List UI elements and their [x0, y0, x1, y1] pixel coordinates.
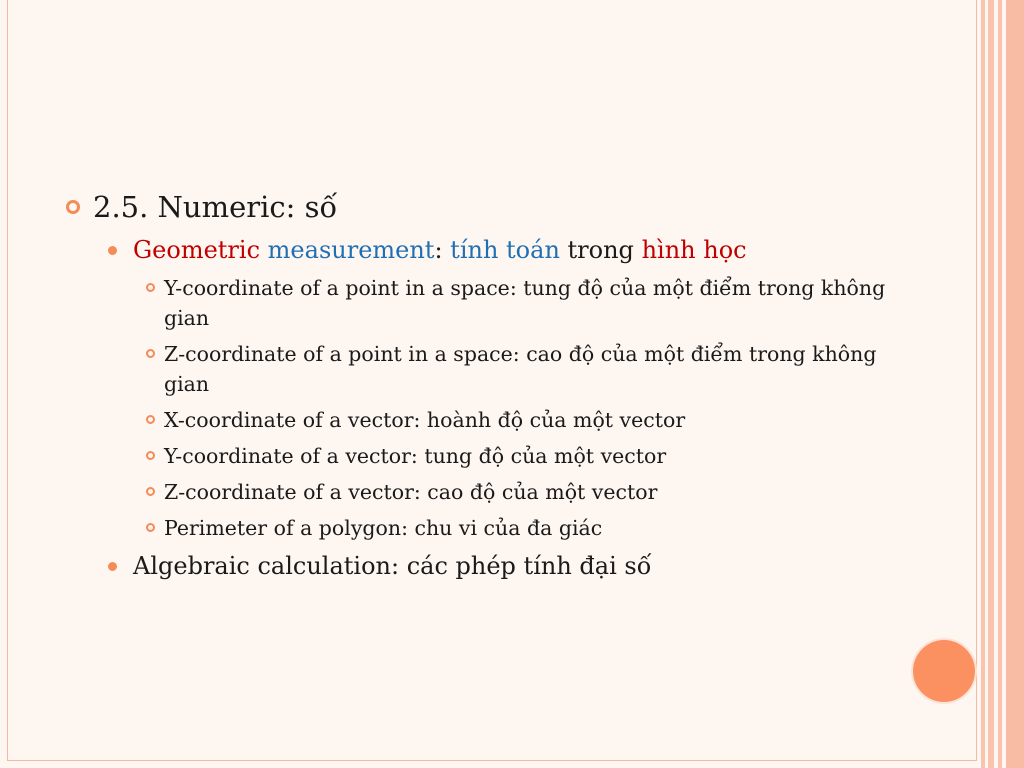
list-item [60, 441, 900, 471]
item-text: Z-coordinate of a point in a space: cao độ của một điểm trong không gian [164, 342, 877, 396]
list-item [60, 477, 900, 507]
list-item [60, 273, 900, 333]
decorative-orb [913, 640, 975, 702]
text-part [260, 236, 268, 264]
item-text: X-coordinate of a vector: hoành độ của một vector [164, 408, 686, 432]
heading-text: 2.5. Numeric: số [93, 190, 338, 224]
stripe [1006, 0, 1024, 768]
measurement-label: measurement [267, 236, 435, 264]
bullet-list [60, 186, 900, 582]
ring-bullet-icon [146, 415, 155, 424]
list-item [60, 405, 900, 435]
list-item [60, 513, 900, 543]
dot-bullet-icon [108, 246, 117, 255]
heading-bullet [60, 186, 900, 228]
list-item [60, 339, 900, 399]
ring-bullet-icon [146, 451, 155, 460]
stripe [988, 0, 994, 768]
stripe [981, 0, 985, 768]
sub-bullet-geometric [60, 234, 900, 266]
dot-bullet-icon [108, 562, 117, 571]
ring-bullet-icon [146, 283, 155, 292]
tinh-toan-label: tính toán [450, 236, 560, 264]
decorative-stripes [978, 0, 1024, 768]
item-text: Z-coordinate of a vector: cao độ của một vector [164, 480, 658, 504]
geometric-label: Geometric [133, 236, 261, 264]
algebraic-text: Algebraic calculation: các phép tính đại số [133, 552, 652, 580]
ring-bullet-icon [146, 523, 155, 532]
slide-content [60, 186, 900, 582]
text-part: trong [559, 236, 642, 264]
ring-bullet-icon [146, 487, 155, 496]
ring-bullet-icon [146, 349, 155, 358]
sub-bullet-algebraic [60, 550, 900, 582]
ring-bullet-icon [66, 200, 80, 214]
item-text: Y-coordinate of a vector: tung độ của một vector [164, 444, 667, 468]
text-part: : [434, 236, 451, 264]
stripe [998, 0, 1002, 768]
item-text: Y-coordinate of a point in a space: tung độ của một điểm trong không gian [164, 276, 886, 330]
item-text: Perimeter of a polygon: chu vi của đa giác [164, 516, 603, 540]
hinh-hoc-label: hình học [641, 236, 747, 264]
